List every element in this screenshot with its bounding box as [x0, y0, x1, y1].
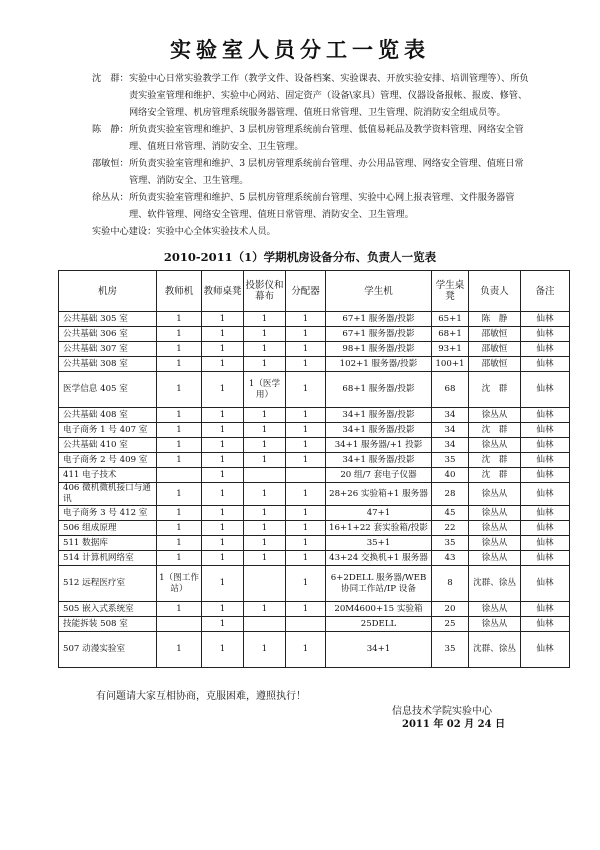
room-cell: 公共基础 305 室 [59, 312, 157, 327]
table-row [59, 566, 570, 602]
header-splitter: 分配器 [286, 271, 326, 312]
student-pc-cell: 34+1 服务器/投影 [326, 408, 432, 423]
student-pc-cell: 67+1 服务器/投影 [326, 312, 432, 327]
splitter-cell: 1 [286, 408, 326, 423]
remark-cell: 仙林 [521, 438, 570, 453]
splitter-cell: 1 [286, 372, 326, 408]
teacher-pc-cell: 1 [157, 602, 202, 617]
student-pc-cell: 35+1 [326, 536, 432, 551]
room-cell: 技能拆装 508 室 [59, 617, 157, 632]
student-desk-cell: 93+1 [432, 342, 469, 357]
splitter-cell: 1 [286, 423, 326, 438]
room-cell: 411 电子技术 [59, 468, 157, 483]
student-desk-cell: 34 [432, 438, 469, 453]
student-pc-cell: 34+1 服务器/+1 投影 [326, 438, 432, 453]
manager-cell: 徐丛从 [469, 506, 521, 521]
table-row [59, 468, 570, 483]
room-cell: 512 远程医疗室 [59, 566, 157, 602]
staff-name: 陈 静： [92, 124, 129, 135]
duty-item [92, 189, 532, 223]
table-header-row [59, 271, 570, 312]
remark-cell: 仙林 [521, 602, 570, 617]
remark-cell: 仙林 [521, 551, 570, 566]
student-pc-cell: 47+1 [326, 506, 432, 521]
duty-item [92, 155, 532, 189]
projector-cell [244, 617, 286, 632]
teacher-pc-cell [157, 468, 202, 483]
table-row [59, 372, 570, 408]
student-desk-cell: 20 [432, 602, 469, 617]
header-teacher-pc: 教师机 [157, 271, 202, 312]
splitter-cell: 1 [286, 536, 326, 551]
splitter-cell: 1 [286, 327, 326, 342]
duty-item [92, 70, 532, 121]
header-remark: 备注 [521, 271, 570, 312]
manager-cell: 沈群、徐丛 [469, 632, 521, 668]
teacher-pc-cell: 1 [157, 551, 202, 566]
teacher-desk-cell: 1 [202, 423, 244, 438]
table-row [59, 506, 570, 521]
teacher-pc-cell: 1 [157, 506, 202, 521]
projector-cell [244, 566, 286, 602]
manager-cell: 徐丛从 [469, 408, 521, 423]
projector-cell: 1 [244, 483, 286, 506]
projector-cell: 1 [244, 453, 286, 468]
student-pc-cell: 68+1 服务器/投影 [326, 372, 432, 408]
teacher-pc-cell: 1 [157, 342, 202, 357]
teacher-desk-cell: 1 [202, 602, 244, 617]
duty-text: 所负责实验室管理和维护、5 层机房管理系统前台管理、实验中心网上报表管理、文件服务器管理、软件管理、网络安全管理、值班日常管理、消防安全、卫生管理。 [129, 192, 515, 220]
teacher-desk-cell: 1 [202, 617, 244, 632]
manager-cell: 徐丛从 [469, 521, 521, 536]
teacher-pc-cell [157, 617, 202, 632]
table-row [59, 357, 570, 372]
splitter-cell: 1 [286, 602, 326, 617]
teacher-pc-cell: 1 [157, 357, 202, 372]
student-desk-cell: 22 [432, 521, 469, 536]
projector-cell: 1 [244, 632, 286, 668]
room-cell: 公共基础 307 室 [59, 342, 157, 357]
remark-cell: 仙林 [521, 453, 570, 468]
header-room: 机房 [59, 271, 157, 312]
manager-cell: 陈 静 [469, 312, 521, 327]
projector-cell: 1 [244, 327, 286, 342]
student-desk-cell: 35 [432, 453, 469, 468]
teacher-pc-cell: 1 [157, 312, 202, 327]
splitter-cell: 1 [286, 632, 326, 668]
document-date: 2011 年 02 月 24 日 [402, 719, 506, 730]
student-pc-cell: 34+1 服务器/投影 [326, 453, 432, 468]
splitter-cell: 1 [286, 312, 326, 327]
table-row [59, 617, 570, 632]
projector-cell: 1 [244, 312, 286, 327]
manager-cell: 沈群、徐丛 [469, 566, 521, 602]
splitter-cell: 1 [286, 453, 326, 468]
student-desk-cell: 28 [432, 483, 469, 506]
splitter-cell: 1 [286, 357, 326, 372]
room-cell: 511 数据库 [59, 536, 157, 551]
student-pc-cell: 34+1 服务器/投影 [326, 423, 432, 438]
projector-cell: 1 [244, 357, 286, 372]
projector-cell: 1 [244, 536, 286, 551]
duty-text: 实验中心日常实验教学工作（教学文件、设备档案、实验课表、开放实验安排、培训管理等）、所负责实验室管理和维护、实验中心网站、固定资产（设备\家具）管理、仪器设备报帐、报废、修管、网络安全管理、机房管理系统服务器管理、值班日常管理、卫生管理、院消防安全组成员等。 [129, 73, 529, 118]
teacher-pc-cell: 1 [157, 521, 202, 536]
remark-cell: 仙林 [521, 506, 570, 521]
room-cell: 电子商务 3 号 412 室 [59, 506, 157, 521]
teacher-pc-cell: 1 [157, 327, 202, 342]
remark-cell: 仙林 [521, 483, 570, 506]
duty-text: 所负责实验室管理和维护、3 层机房管理系统前台管理、办公用品管理、网络安全管理、值班日常管理、消防安全、卫生管理。 [129, 158, 524, 186]
student-desk-cell: 68+1 [432, 327, 469, 342]
page-title: 实验室人员分工一览表 [170, 37, 430, 62]
teacher-desk-cell: 1 [202, 408, 244, 423]
table-title: 2010-2011（1）学期机房设备分布、负责人一览表 [163, 250, 437, 264]
teacher-desk-cell: 1 [202, 342, 244, 357]
duty-text: 所负责实验室管理和维护、3 层机房管理系统前台管理、低值易耗品及教学资料管理、网络安全管理、值班日常管理、消防安全、卫生管理。 [129, 124, 524, 152]
student-desk-cell: 65+1 [432, 312, 469, 327]
teacher-desk-cell: 1 [202, 468, 244, 483]
splitter-cell: 1 [286, 521, 326, 536]
teacher-desk-cell: 1 [202, 632, 244, 668]
table-row [59, 453, 570, 468]
projector-cell: 1 [244, 408, 286, 423]
table-row [59, 327, 570, 342]
remark-cell: 仙林 [521, 342, 570, 357]
student-pc-cell: 67+1 服务器/投影 [326, 327, 432, 342]
room-cell: 公共基础 410 室 [59, 438, 157, 453]
teacher-desk-cell: 1 [202, 372, 244, 408]
student-desk-cell: 35 [432, 536, 469, 551]
header-manager: 负责人 [469, 271, 521, 312]
room-cell: 506 组成原理 [59, 521, 157, 536]
remark-cell: 仙林 [521, 521, 570, 536]
table-row [59, 536, 570, 551]
duty-item [92, 121, 532, 155]
teacher-desk-cell: 1 [202, 536, 244, 551]
manager-cell: 徐丛从 [469, 551, 521, 566]
room-cell: 505 嵌入式系统室 [59, 602, 157, 617]
room-cell: 公共基础 408 室 [59, 408, 157, 423]
student-pc-cell: 6+2DELL 服务器/WEB 协同工作站/IP 设备 [326, 566, 432, 602]
teacher-desk-cell: 1 [202, 506, 244, 521]
room-cell: 公共基础 308 室 [59, 357, 157, 372]
remark-cell: 仙林 [521, 468, 570, 483]
manager-cell: 沈 群 [469, 468, 521, 483]
table-row [59, 423, 570, 438]
projector-cell: 1（医学用） [244, 372, 286, 408]
teacher-desk-cell: 1 [202, 551, 244, 566]
student-pc-cell: 34+1 [326, 632, 432, 668]
table-row [59, 438, 570, 453]
remark-cell: 仙林 [521, 423, 570, 438]
construction-note: 实验中心建设：实验中心全体实验技术人员。 [92, 226, 276, 237]
remark-cell: 仙林 [521, 632, 570, 668]
teacher-desk-cell: 1 [202, 521, 244, 536]
splitter-cell: 1 [286, 342, 326, 357]
manager-cell: 沈 群 [469, 453, 521, 468]
remark-cell: 仙林 [521, 372, 570, 408]
student-desk-cell: 45 [432, 506, 469, 521]
manager-cell: 邵敏恒 [469, 327, 521, 342]
student-desk-cell: 25 [432, 617, 469, 632]
staff-name: 沈 群： [92, 73, 129, 84]
table-row [59, 602, 570, 617]
manager-cell: 徐丛从 [469, 617, 521, 632]
projector-cell: 1 [244, 551, 286, 566]
student-pc-cell: 16+1+22 套实验箱/投影 [326, 521, 432, 536]
table-row [59, 408, 570, 423]
remark-cell: 仙林 [521, 408, 570, 423]
teacher-pc-cell: 1 [157, 632, 202, 668]
table-row [59, 551, 570, 566]
remark-cell: 仙林 [521, 327, 570, 342]
table-row [59, 521, 570, 536]
table-row [59, 632, 570, 668]
student-pc-cell: 20M4600+15 实验箱 [326, 602, 432, 617]
staff-name: 邵敏恒： [92, 158, 129, 169]
header-student-pc: 学生机 [326, 271, 432, 312]
splitter-cell: 1 [286, 566, 326, 602]
table-row [59, 483, 570, 506]
manager-cell: 邵敏恒 [469, 342, 521, 357]
remark-cell: 仙林 [521, 617, 570, 632]
room-cell: 电子商务 2 号 409 室 [59, 453, 157, 468]
manager-cell: 沈 群 [469, 372, 521, 408]
teacher-desk-cell: 1 [202, 438, 244, 453]
teacher-desk-cell: 1 [202, 566, 244, 602]
splitter-cell [286, 468, 326, 483]
teacher-pc-cell: 1 [157, 408, 202, 423]
manager-cell: 徐丛从 [469, 536, 521, 551]
table-row [59, 342, 570, 357]
projector-cell: 1 [244, 602, 286, 617]
teacher-pc-cell: 1 [157, 453, 202, 468]
remark-cell: 仙林 [521, 566, 570, 602]
projector-cell [244, 468, 286, 483]
projector-cell: 1 [244, 438, 286, 453]
teacher-desk-cell: 1 [202, 357, 244, 372]
equipment-table [58, 270, 570, 668]
teacher-pc-cell: 1 [157, 423, 202, 438]
student-pc-cell: 25DELL [326, 617, 432, 632]
manager-cell: 徐丛从 [469, 602, 521, 617]
splitter-cell: 1 [286, 483, 326, 506]
manager-cell: 徐丛从 [469, 483, 521, 506]
table-row [59, 312, 570, 327]
room-cell: 公共基础 306 室 [59, 327, 157, 342]
student-desk-cell: 68 [432, 372, 469, 408]
remark-cell: 仙林 [521, 357, 570, 372]
student-pc-cell: 102+1 服务器/投影 [326, 357, 432, 372]
staff-name: 徐丛从： [92, 192, 129, 203]
splitter-cell: 1 [286, 506, 326, 521]
header-projector: 投影仪和幕布 [244, 271, 286, 312]
remark-cell: 仙林 [521, 536, 570, 551]
teacher-desk-cell: 1 [202, 327, 244, 342]
student-desk-cell: 100+1 [432, 357, 469, 372]
teacher-desk-cell: 1 [202, 312, 244, 327]
teacher-pc-cell: 1 [157, 438, 202, 453]
table-body [59, 312, 570, 668]
projector-cell: 1 [244, 521, 286, 536]
manager-cell: 徐丛从 [469, 438, 521, 453]
student-desk-cell: 34 [432, 423, 469, 438]
duty-list [92, 70, 532, 240]
room-cell: 406 微机微机接口与通讯 [59, 483, 157, 506]
manager-cell: 沈 群 [469, 423, 521, 438]
teacher-pc-cell: 1 [157, 483, 202, 506]
student-desk-cell: 43 [432, 551, 469, 566]
student-desk-cell: 8 [432, 566, 469, 602]
splitter-cell: 1 [286, 551, 326, 566]
splitter-cell [286, 617, 326, 632]
splitter-cell: 1 [286, 438, 326, 453]
student-pc-cell: 43+24 交换机+1 服务器 [326, 551, 432, 566]
room-cell: 514 计算机网络室 [59, 551, 157, 566]
student-pc-cell: 20 组/7 套电子仪器 [326, 468, 432, 483]
student-desk-cell: 35 [432, 632, 469, 668]
student-pc-cell: 28+26 实验箱+1 服务器 [326, 483, 432, 506]
student-desk-cell: 34 [432, 408, 469, 423]
room-cell: 507 动漫实验室 [59, 632, 157, 668]
organization-name: 信息技术学院实验中心 [392, 706, 492, 717]
header-teacher-desk: 教师桌凳 [202, 271, 244, 312]
teacher-desk-cell: 1 [202, 483, 244, 506]
room-cell: 电子商务 1 号 407 室 [59, 423, 157, 438]
projector-cell: 1 [244, 342, 286, 357]
remark-cell: 仙林 [521, 312, 570, 327]
teacher-pc-cell: 1 [157, 536, 202, 551]
teacher-pc-cell: 1（图工作站） [157, 566, 202, 602]
student-desk-cell: 40 [432, 468, 469, 483]
teacher-pc-cell: 1 [157, 372, 202, 408]
room-cell: 医学信息 405 室 [59, 372, 157, 408]
footer-note: 有问题请大家互相协商，克服困难，遵照执行！ [96, 691, 306, 702]
projector-cell: 1 [244, 423, 286, 438]
teacher-desk-cell: 1 [202, 453, 244, 468]
projector-cell: 1 [244, 506, 286, 521]
student-pc-cell: 98+1 服务器/投影 [326, 342, 432, 357]
manager-cell: 邵敏恒 [469, 357, 521, 372]
header-student-desk: 学生桌凳 [432, 271, 469, 312]
